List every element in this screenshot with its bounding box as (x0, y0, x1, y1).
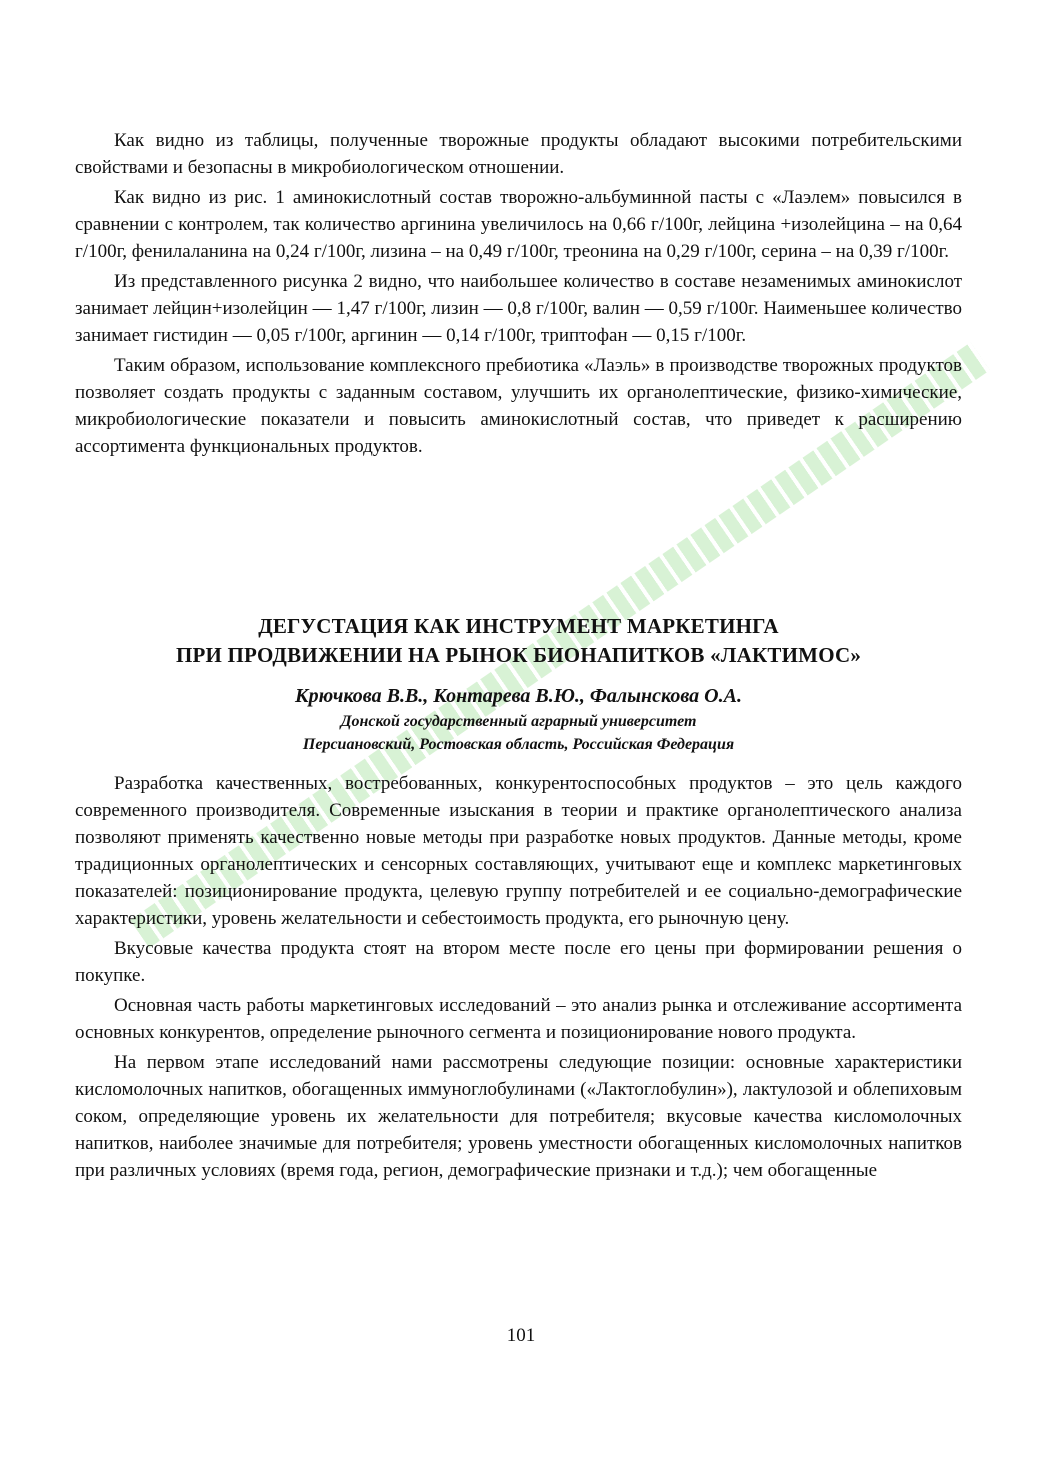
article-body (75, 770, 962, 1187)
authors: Крючкова В.В., Контарева В.Ю., Фалынскова О.А. (295, 685, 742, 707)
article-byline (75, 682, 962, 756)
article-title-line: ПРИ ПРОДВИЖЕНИИ НА РЫНОК БИОНАПИТКОВ «ЛАКТИМОС» (175, 643, 862, 667)
paragraph: Основная часть работы маркетинговых исследований – это анализ рынка и отслеживание ассортимента основных конкурентов, определение рыночного сегмента и позиционирование нового продукта. (75, 995, 962, 1043)
paragraph: Из представленного рисунка 2 видно, что наибольшее количество в составе незаменимых аминокислот занимает лейцин+изолейцин — 1,47 г/100г, лизин — 0,8 г/100г, валин — 0,59 г/100г. Наименьшее количество занимает гистидин — 0,05 г/100г, аргинин — 0,14 г/100г, триптофан — 0,15 г/100г. (75, 271, 962, 346)
paragraph: Как видно из рис. 1 аминокислотный состав творожно-альбуминной пасты с «Лаэлем» повысился в сравнении с контролем, так количество аргинина увеличилось на 0,66 г/100г, лейцина +изолейцина – на 0,64 г/100г, фенилаланина на 0,24 г/100г, лизина – на 0,49 г/100г, треонина на 0,29 г/100г, серина – на 0,39 г/100г. (75, 187, 962, 262)
article-title (75, 612, 962, 670)
affiliation: Донской государственный аграрный университет (340, 713, 697, 730)
page-number: 101 (506, 1325, 536, 1346)
affiliation-location: Персиановский, Ростовская область, Российская Федерация (302, 736, 735, 753)
paragraph: Таким образом, использование комплексного пребиотика «Лаэль» в производстве творожных продуктов позволяет создать продукты с заданным составом, улучшить их органолептические, физико-химические, микробиологические показатели и повысить аминокислотный состав, что приведет к расширению ассортимента функциональных продуктов. (75, 355, 962, 457)
article-title-line: ДЕГУСТАЦИЯ КАК ИНСТРУМЕНТ МАРКЕТИНГА (258, 614, 779, 638)
paragraph: Вкусовые качества продукта стоят на втором месте после его цены при формировании решения о покупке. (75, 938, 962, 986)
paragraph: На первом этапе исследований нами рассмотрены следующие позиции: основные характеристики кисломолочных напитков, обогащенных иммуноглобулинами («Лактоглобулин»), лактулозой и облепиховым соком, определяющие уровень их желательности для потребителя; вкусовые качества кисломолочных напитков, наиболее значимые для потребителя; уровень уместности обогащенных кисломолочных напитков при различных условиях (время года, регион, демографические признаки и т.д.); чем обогащенные (75, 1052, 962, 1181)
paragraph: Как видно из таблицы, полученные творожные продукты обладают высокими потребительскими свойствами и безопасны в микробиологическом отношении. (75, 130, 962, 178)
top-text-block (75, 127, 962, 463)
paragraph: Разработка качественных, востребованных, конкурентоспособных продуктов – это цель каждого современного производителя. Современные изыскания в теории и практике органолептического анализа позволяют применять качественно новые методы при разработке новых продуктов. Данные методы, кроме традиционных органолептических и сенсорных составляющих, учитывают еще и комплекс маркетинговых показателей: позиционирование продукта, целевую группу потребителей и ее социально-демографические характеристики, уровень желательности и себестоимость продукта, его рыночную цену. (75, 773, 962, 929)
